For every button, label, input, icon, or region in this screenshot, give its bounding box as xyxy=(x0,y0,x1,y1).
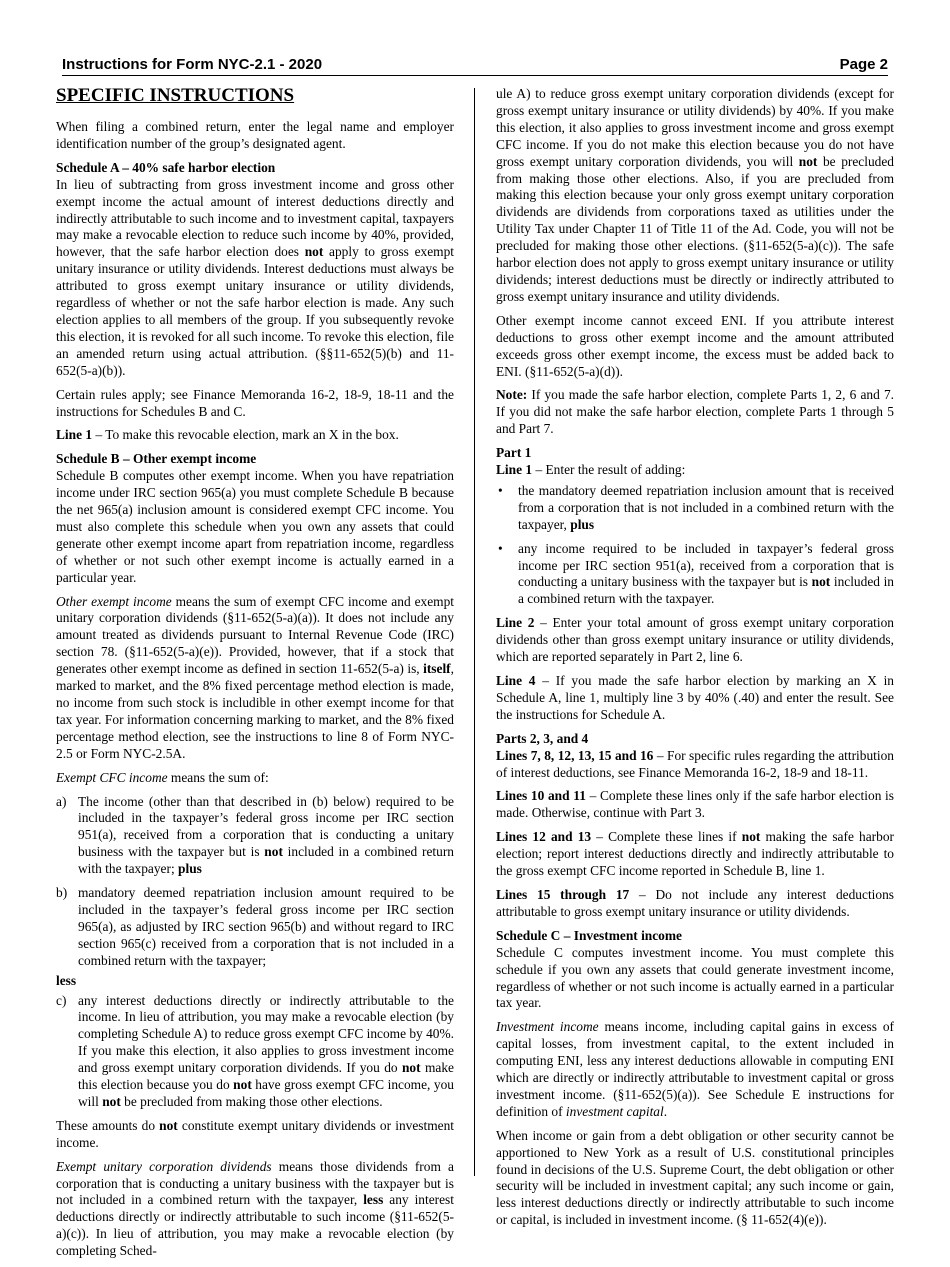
exempt-unitary-dividends-paragraph: Exempt unitary corporation dividends means those dividends from a corporation that is conducting a unitary business with the taxpayer but is not included in a combined return with the taxpayer, less any interest deductions directly or indirectly attributable to such income (§11-652(5-a)(c)). In lieu of attribution, you may make a revocable election (by completing Sched- xyxy=(56,1158,454,1259)
line-4-instruction: Line 4 – If you made the safe harbor election by marking an X in Schedule A, line 1, multiply line 3 by 40% (.40) and enter the result. See the instructions for Schedule A. xyxy=(496,673,894,722)
list-item-a: a) The income (other than that described in (b) below) required to be included in the taxpayer’s federal gross income per IRC section 951(a), received from a corporation that is conducting a unitary business with the taxpayer but is not included in a combined return with the taxpayer; plus xyxy=(56,793,454,877)
debt-obligation-paragraph: When income or gain from a debt obligation or other security cannot be apportioned to New York as a result of U.S. constitutional principles found in decisions of the U.S. Supreme Court, the debt obligation or other security will be included in investment capital; any such income or gain, less interest deductions directly or indirectly attributable to such income or capital, is included in investment income. (§ 11-652(4)(e)). xyxy=(496,1127,894,1228)
part-1-section: Part 1 Line 1 – Enter the result of adding: xyxy=(496,445,894,479)
line-1-instruction: Line 1 – To make this revocable election, mark an X in the box. xyxy=(56,427,399,443)
amounts-paragraph: These amounts do not constitute exempt unitary dividends or investment income. xyxy=(56,1117,454,1150)
rules-paragraph: Certain rules apply; see Finance Memoranda 16-2, 18-9, 18-11 and the instructions for Schedules B and C. xyxy=(56,386,454,419)
schedule-c-heading: Schedule C – Investment income xyxy=(496,927,682,943)
note-paragraph: Note: If you made the safe harbor election, complete Parts 1, 2, 6 and 7. If you did not make the safe harbor election, complete Parts 1 through 5 and Part 7. xyxy=(496,387,894,437)
bullet-item: • the mandatory deemed repatriation inclusion amount that is received from a corporation that is not included in a combined return with the taxpayer, plus xyxy=(498,482,894,532)
parts-2-3-4-section: Parts 2, 3, and 4 Lines 7, 8, 12, 13, 15 and 16 – For specific rules regarding the attribution of interest deductions, see Finance Memoranda 16-2, 18-9 and 18-11. xyxy=(496,730,894,780)
other-exempt-income-paragraph: Other exempt income means the sum of exempt CFC income and exempt unitary corporation dividends (§11-652(5-a)(a)). It does not include any amount treated as dividends pursuant to Internal Revenue Code (IRC) section 78. (§11-652(5-a)(e)). Provided, however, that if a stock that generates other exempt income as defined in section 11-652(5-a) is, itself, marked to market, and the 8% fixed percentage method election is made, no income from such stock is includible in other exempt income for that tax year. For information concerning marking to market, and the 8% fixed percentage method election, see the instructions to line 8 of Form NYC-2.5 or Form NYC-2.5A. xyxy=(56,593,454,761)
schedule-c-section: Schedule C – Investment income Schedule C computes investment income. You must complete this schedule if you own any assets that could generate investment income, regardless of whether or not such income is actually earned in a particular tax year. xyxy=(496,927,894,1011)
eni-paragraph: Other exempt income cannot exceed ENI. If you attribute interest deductions to gross other exempt income and the amount attributed exceeds gross other exempt income, the excess must be added back to ENI. (§11-652(5-a)(d)). xyxy=(496,312,894,379)
intro-paragraph: When filing a combined return, enter the legal name and employer identification number of the group’s designated agent. xyxy=(56,119,454,151)
schedule-a-heading: Schedule A – 40% safe harbor election xyxy=(56,159,276,175)
line-2-instruction: Line 2 – Enter your total amount of gross exempt unitary corporation dividends other than gross exempt unitary insurance or utility dividends, which are reported separately in Part 2, line 6. xyxy=(496,615,895,665)
lines-12-13-instruction: Lines 12 and 13 – Complete these lines if not making the safe harbor election; report interest deductions directly and indirectly attributable to the gross exempt CFC income reported in Schedule B, line 1. xyxy=(496,829,894,879)
lines-15-17-instruction: Lines 15 through 17 – Do not include any interest deductions attributable to gross exempt unitary insurance or utility dividends. xyxy=(496,886,894,919)
column-divider xyxy=(474,88,475,1176)
parts-2-3-4-heading: Parts 2, 3, and 4 xyxy=(496,730,589,746)
section-title: SPECIFIC INSTRUCTIONS xyxy=(56,85,295,106)
schedule-b-heading: Schedule B – Other exempt income xyxy=(56,451,257,467)
continuation-paragraph: ule A) to reduce gross exempt unitary corporation dividends (except for gross exempt unitary insurance or utility dividends) by 40%. If you make this election, it also applies to gross investment income and gross exempt CFC income. If you do not make this election because you do not have gross exempt unitary corporation dividends, you will not be precluded from making those other elections. Also, if you are precluded from making this election because your only gross exempt unitary corporation dividends are dividends from corporations taxed as utilities under the Utility Tax under Chapter 11 of Title 11 of the Ad. Code, you will not be precluded for making those other elections. (§11-652(5-a)(c)). The safe harbor election does not apply to gross exempt unitary insurance or utility dividends; interest deductions must be directly or indirectly attributed to gross exempt unitary insurance and utility dividends. xyxy=(496,86,894,304)
less-label: less xyxy=(56,972,77,988)
right-column xyxy=(496,86,894,1236)
list-item-c: c) any interest deductions directly or indirectly attributable to the income. In lieu of attribution, you may make a revocable election (by completing Schedule A) to reduce gross exempt CFC income by 40%. If you make this election, it also applies to gross investment income and gross exempt unitary corporation dividends. If you do not make this election because you do not have gross exempt CFC income, you will not be precluded from making those other elections. xyxy=(56,992,454,1109)
schedule-b-section: Schedule B – Other exempt income Schedule B computes other exempt income. When you have repatriation income under IRC section 965(a) you must complete Schedule B because the net 965(a) inclusion amount is considered exempt CFC income. You must also complete this schedule when you own any assets that could generate other exempt income apart from repatriation income, regardless of whether or not such other exempt income is actually earned in a particular year. xyxy=(56,451,454,585)
page-number: Page 2 xyxy=(839,56,888,73)
form-title: Instructions for Form NYC-2.1 - 2020 xyxy=(62,56,323,73)
investment-income-paragraph: Investment income means income, including capital gains in excess of capital losses, from investment capital, to the extent included in computing ENI, less any interest deductions allowable in computing ENI which are directly or indirectly attributable to investment capital or gross investment income. (§11-652(5)(a)). See Schedule E instructions for definition of investment capital. xyxy=(496,1019,894,1119)
left-column xyxy=(56,85,454,1267)
page-header xyxy=(62,56,888,76)
exempt-cfc-income-paragraph: Exempt CFC income means the sum of: xyxy=(56,769,269,785)
part-1-heading: Part 1 xyxy=(496,445,532,461)
lines-10-11-instruction: Lines 10 and 11 – Complete these lines only if the safe harbor election is made. Otherwise, continue with Part 3. xyxy=(496,788,894,821)
bullet-item: • any income required to be included in taxpayer’s federal gross income per IRC section 951(a), received from a corporation that is conducting a unitary business with the taxpayer but is not included in a combined return with the taxpayer. xyxy=(498,540,894,607)
schedule-a-section: Schedule A – 40% safe harbor election In lieu of subtracting from gross investment income and gross other exempt income the actual amount of interest deductions directly and indirectly attributable to such income and to investment capital, taxpayers may make a revocable election to reduce such income by 40%, provided, however, that the safe harbor election does not apply to gross exempt unitary insurance or utility dividends. Interest deductions must always be attributed to gross exempt unitary insurance or utility dividends, regardless of whether or not the safe harbor election is made. Any such election applies to all members of the group. If you subsequently revoke this election, it is revoked for all such income. To revoke this election, file an amended return using actual attribution. (§§11-652(5)(b) and 11-652(5-a)(b)). xyxy=(56,159,454,378)
list-item-b: b) mandatory deemed repatriation inclusion amount required to be included in the taxpayer’s federal gross income per IRC section 965(a), as adjusted by IRC section 965(b) and without regard to IRC section 965(c) received from a corporation that is not included in a combined return with the taxpayer; xyxy=(56,885,454,968)
